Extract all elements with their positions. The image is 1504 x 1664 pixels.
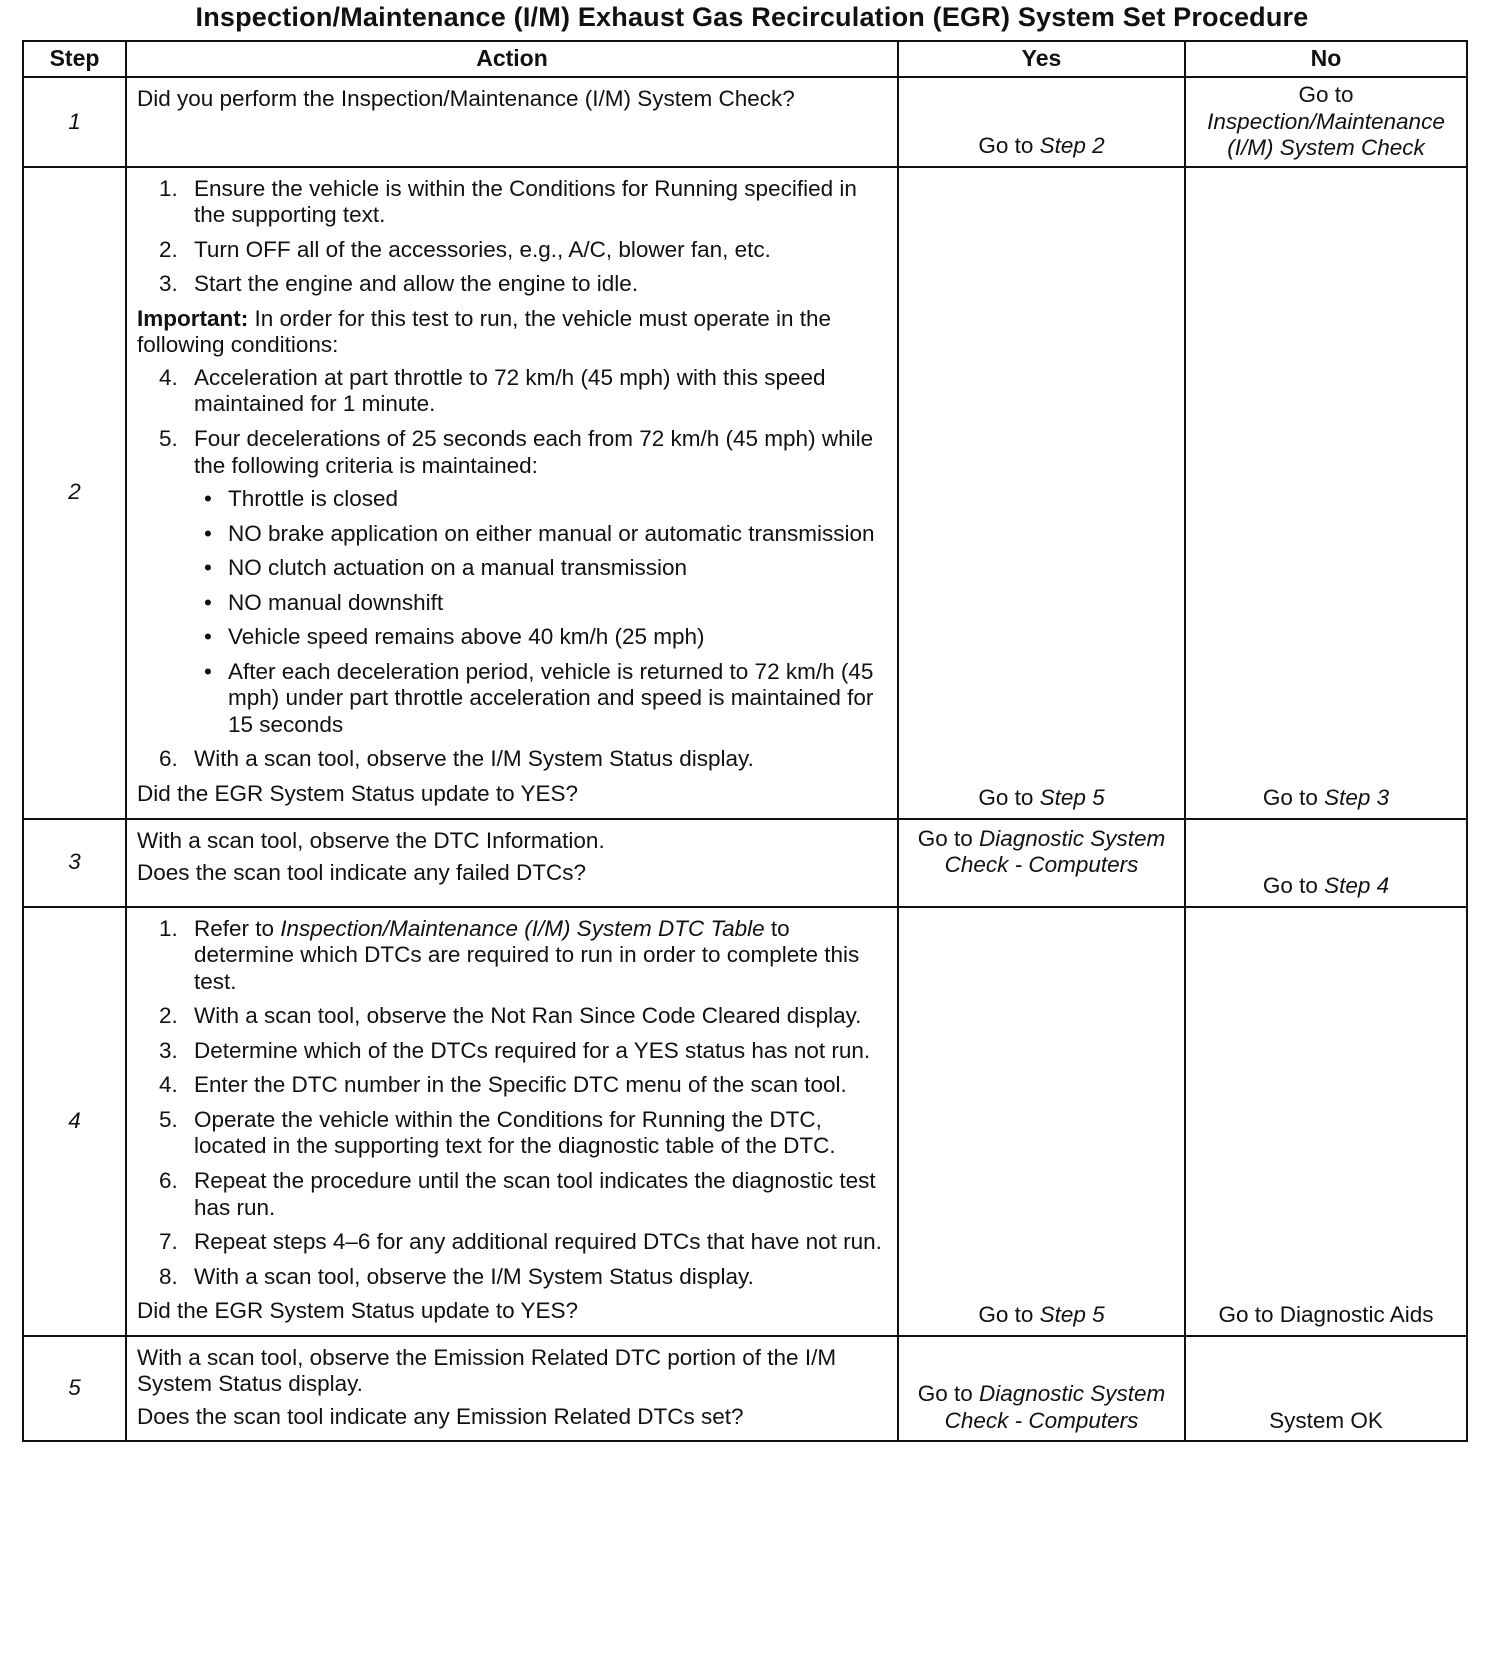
header-row bbox=[23, 41, 1467, 77]
list-item: • Throttle is closed bbox=[192, 486, 889, 513]
no-cell bbox=[1185, 907, 1467, 1336]
list-item: 7. Repeat steps 4–6 for any additional required DTCs that have not run. bbox=[159, 1229, 882, 1255]
no-goto-link[interactable]: Go to Inspection/Maintenance (I/M) System Check bbox=[1207, 82, 1445, 161]
yes-cell bbox=[898, 907, 1185, 1336]
action-cell bbox=[126, 167, 898, 819]
list-item: • Vehicle speed remains above 40 km/h (25 mph) bbox=[192, 624, 889, 651]
action-cell bbox=[126, 77, 898, 167]
list-item: 3. Determine which of the DTCs required for a YES status has not run. bbox=[159, 1037, 871, 1063]
list-item: 4. Enter the DTC number in the Specific DTC menu of the scan tool. bbox=[159, 1072, 847, 1098]
step-list bbox=[137, 365, 889, 773]
action-cell bbox=[126, 819, 898, 907]
list-item: 8. With a scan tool, observe the I/M System Status display. bbox=[159, 1263, 754, 1289]
table-row bbox=[23, 167, 1467, 819]
list-item: • After each deceleration period, vehicle is returned to 72 km/h (45 mph) under part throttle acceleration and speed is maintained for 15 seconds bbox=[192, 659, 889, 739]
list-item: 2. Turn OFF all of the accessories, e.g., A/C, blower fan, etc. bbox=[159, 236, 771, 262]
list-item: 6. Repeat the procedure until the scan tool indicates the diagnostic test has run. bbox=[159, 1167, 876, 1220]
header-no: No bbox=[1185, 41, 1467, 77]
result-text: System OK bbox=[1269, 1407, 1383, 1433]
list-item: 3. Start the engine and allow the engine to idle. bbox=[159, 271, 639, 297]
header-yes: Yes bbox=[898, 41, 1185, 77]
question-text: Does the scan tool indicate any Emission Related DTCs set? bbox=[137, 1403, 744, 1429]
header-action: Action bbox=[126, 41, 898, 77]
no-cell bbox=[1185, 1336, 1467, 1442]
list-item: • NO clutch actuation on a manual transmission bbox=[192, 555, 889, 582]
procedure-table bbox=[22, 40, 1468, 1442]
table-row bbox=[23, 1336, 1467, 1442]
step-list bbox=[137, 176, 889, 298]
no-goto-link[interactable]: Go to Diagnostic Aids bbox=[1218, 1302, 1434, 1328]
yes-goto-link[interactable]: Go to Diagnostic System Check - Computers bbox=[917, 1381, 1166, 1433]
yes-goto-link[interactable]: Go to Step 5 bbox=[978, 1302, 1105, 1328]
question-text: Did the EGR System Status update to YES? bbox=[137, 781, 579, 807]
action-cell bbox=[126, 907, 898, 1336]
question-text: Did you perform the Inspection/Maintenance (I/M) System Check? bbox=[137, 86, 795, 111]
header-step: Step bbox=[23, 41, 126, 77]
list-item: 1. Ensure the vehicle is within the Conditions for Running specified in the supporting text. bbox=[159, 175, 857, 228]
yes-goto-link[interactable]: Go to Step 2 bbox=[978, 133, 1105, 159]
step-number: 4 bbox=[23, 907, 126, 1336]
list-item: 4. Acceleration at part throttle to 72 km/h (45 mph) with this speed maintained for 1 minute. bbox=[159, 364, 826, 417]
step-number: 3 bbox=[23, 819, 126, 907]
no-cell bbox=[1185, 819, 1467, 907]
step-list bbox=[137, 916, 889, 1291]
question-text: Does the scan tool indicate any failed DTCs? bbox=[137, 860, 586, 886]
list-item: 5. Four decelerations of 25 seconds each from 72 km/h (45 mph) while the following criteria is maintained: • Throttle is closed • NO brake application on either manual or automatic transmission • NO clutch actuation on a manual transmission • NO manual downshift • Vehicle speed remains above 40 km/h (25 mph) • After each deceleration period, vehicle is returned to 72 km/h (45 mph) under part throttle acceleration and speed is maintained for 15 seconds bbox=[137, 426, 889, 738]
table-row bbox=[23, 819, 1467, 907]
yes-cell bbox=[898, 819, 1185, 907]
list-item: 1. Refer to Inspection/Maintenance (I/M) System DTC Table to determine which DTCs are required to run in order to complete this test. bbox=[159, 915, 860, 994]
criteria-list bbox=[194, 486, 889, 738]
list-item: • NO manual downshift bbox=[192, 590, 889, 617]
list-item: 2. With a scan tool, observe the Not Ran Since Code Cleared display. bbox=[159, 1003, 862, 1029]
no-cell bbox=[1185, 167, 1467, 819]
instruction-text: With a scan tool, observe the Emission Related DTC portion of the I/M System Status display. bbox=[137, 1344, 837, 1397]
dtc-table-link[interactable]: Inspection/Maintenance (I/M) System DTC Table bbox=[280, 915, 765, 941]
yes-cell bbox=[898, 77, 1185, 167]
page-title: Inspection/Maintenance (I/M) Exhaust Gas Recirculation (EGR) System Set Procedure bbox=[195, 2, 1309, 32]
yes-goto-link[interactable]: Go to Step 5 bbox=[978, 785, 1105, 811]
yes-cell bbox=[898, 167, 1185, 819]
important-note: Important: In order for this test to run, the vehicle must operate in the following conditions: bbox=[137, 305, 832, 358]
table-row bbox=[23, 77, 1467, 167]
table-row bbox=[23, 907, 1467, 1336]
no-cell bbox=[1185, 77, 1467, 167]
step-number: 2 bbox=[23, 167, 126, 819]
yes-goto-link[interactable]: Go to Diagnostic System Check - Computers bbox=[917, 825, 1166, 878]
instruction-text: With a scan tool, observe the DTC Information. bbox=[137, 827, 605, 853]
list-item: 5. Operate the vehicle within the Conditions for Running the DTC, located in the supporting text for the diagnostic table of the DTC. bbox=[159, 1106, 836, 1159]
list-item: 6. With a scan tool, observe the I/M System Status display. bbox=[159, 746, 754, 772]
yes-cell bbox=[898, 1336, 1185, 1442]
action-cell bbox=[126, 1336, 898, 1442]
no-goto-link[interactable]: Go to Step 4 bbox=[1262, 873, 1390, 899]
list-item: • NO brake application on either manual or automatic transmission bbox=[192, 521, 889, 548]
no-goto-link[interactable]: Go to Step 3 bbox=[1262, 785, 1390, 811]
question-text: Did the EGR System Status update to YES? bbox=[137, 1298, 579, 1324]
step-number: 5 bbox=[23, 1336, 126, 1442]
step-number: 1 bbox=[23, 77, 126, 167]
